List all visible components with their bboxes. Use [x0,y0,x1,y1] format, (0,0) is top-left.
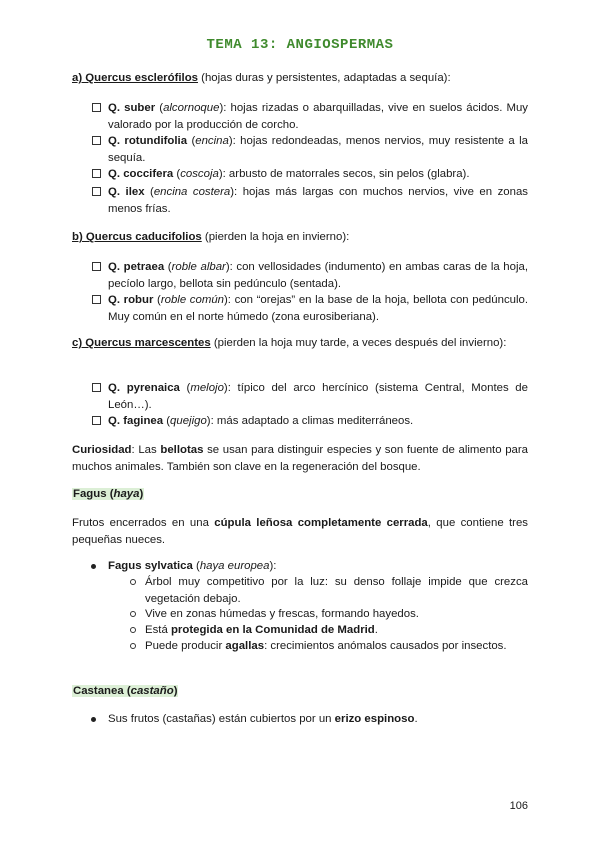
list-item: Q. rotundifolia (encina): hojas redondeadas, menos nervios, muy resistente a la sequía. [108,133,528,166]
checkbox-icon [92,262,101,271]
list-item: Q. robur (roble común): con “orejas” en la base de la hoja, bellota con pedúnculo. Muy común en el norte húmedo (zona eurosiberiana). [108,292,528,325]
list-item: Q. ilex (encina costera): hojas más largas con muchos nervios, vive en zonas menos frías. [108,184,528,217]
circle-bullet-icon [130,611,136,617]
list-item: Q. petraea (roble albar): con vellosidades (indumento) en ambas caras de la hoja, pecíolo largo, bellota sin pedúnculo (sentada). [108,259,528,292]
fagus-heading: Fagus (haya) [73,488,144,500]
checkbox-icon [92,416,101,425]
list-item: Q. pyrenaica (melojo): típico del arco hercínico (sistema Central, Montes de León…). [108,380,528,413]
section-a-heading: a) Quercus esclerófilos (hojas duras y persistentes, adaptadas a sequía): [72,72,451,84]
page-number: 106 [509,800,528,812]
fagus-species-item: Fagus sylvatica (haya europea): [108,558,528,575]
bullet-icon [91,717,96,722]
list-item: Q. coccifera (coscoja): arbusto de matorrales secos, sin pelos (glabra). [108,166,528,183]
list-item: Q. suber (alcornoque): hojas rizadas o abarquilladas, vive en suelos ácidos. Muy valorado por la producción de corcho. [108,100,528,133]
checkbox-icon [92,169,101,178]
section-c-heading: c) Quercus marcescentes (pierden la hoja muy tarde, a veces después del invierno): [72,337,507,349]
curiosity-paragraph: Curiosidad: Las bellotas se usan para distinguir especies y son fuente de alimento para muchos animales. También son clave en la regeneración del bosque. [72,444,528,473]
circle-bullet-icon [130,643,136,649]
circle-bullet-icon [130,579,136,585]
checkbox-icon [92,103,101,112]
checkbox-icon [92,187,101,196]
castanea-item: Sus frutos (castañas) están cubiertos por un erizo espinoso. [108,711,528,728]
section-b-heading: b) Quercus caducifolios (pierden la hoja en invierno): [72,231,350,243]
fagus-sub-item: Está protegida en la Comunidad de Madrid. [145,622,528,639]
fagus-sub-item: Puede producir agallas: crecimientos anómalos causados por insectos. [145,638,528,655]
circle-bullet-icon [130,627,136,633]
checkbox-icon [92,136,101,145]
bullet-icon [91,564,96,569]
page-title: TEMA 13: ANGIOSPERMAS [206,37,394,53]
fagus-sub-item: Vive en zonas húmedas y frescas, formando hayedos. [145,606,528,623]
checkbox-icon [92,383,101,392]
fagus-sub-item: Árbol muy competitivo por la luz: su denso follaje impide que crezca vegetación debajo. [145,574,528,607]
fagus-paragraph: Frutos encerrados en una cúpula leñosa completamente cerrada, que contiene tres pequeñas nueces. [72,517,528,546]
list-item: Q. faginea (quejigo): más adaptado a climas mediterráneos. [108,413,528,430]
checkbox-icon [92,295,101,304]
castanea-heading: Castanea (castaño) [73,685,178,697]
